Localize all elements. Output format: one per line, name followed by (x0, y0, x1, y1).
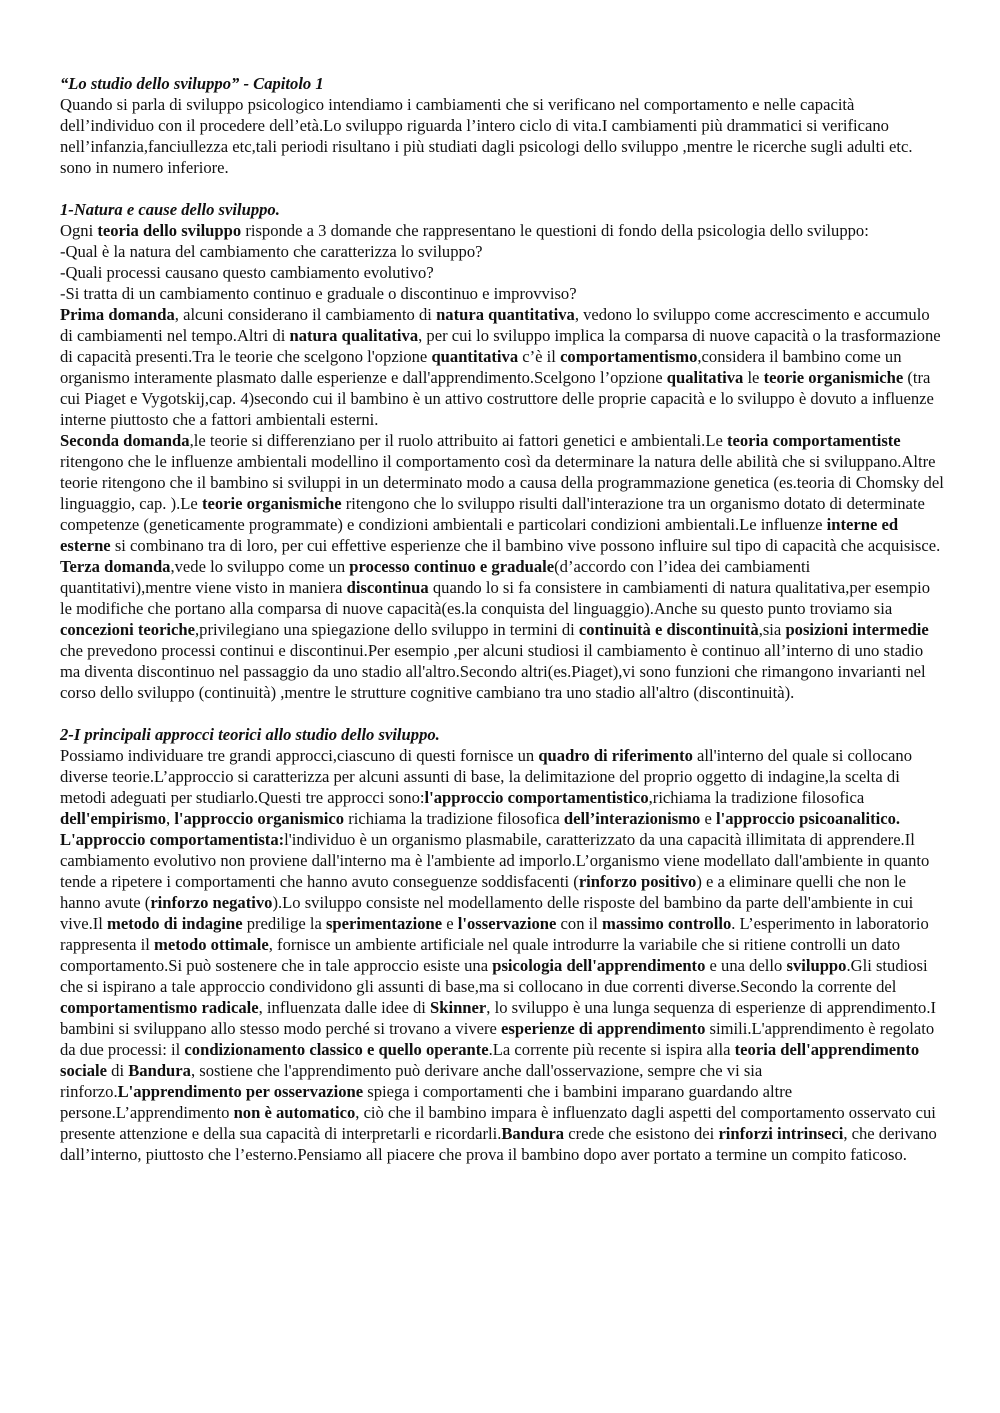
bold-term: quadro di riferimento (538, 746, 693, 765)
bold-term: teoria dello sviluppo (97, 221, 242, 240)
bold-term: psicologia dell'apprendimento (492, 956, 706, 975)
bold-term: sperimentazione (325, 914, 443, 933)
bold-term: sviluppo (786, 956, 847, 975)
bold-term: qualitativa (666, 368, 744, 387)
bold-term: discontinua (346, 578, 429, 597)
bold-term: Bandura (128, 1061, 191, 1080)
bold-term: quantitativa (431, 347, 519, 366)
bold-term: l'approccio comportamentistico (424, 788, 649, 807)
section-1-heading: 1-Natura e cause dello sviluppo. (60, 200, 280, 219)
bold-term: comportamentismo (560, 347, 698, 366)
document-title: “Lo studio dello sviluppo” - Capitolo 1 (60, 74, 324, 93)
bold-term: l'osservazione (457, 914, 557, 933)
bold-term: teoria dell'apprendimento sociale (60, 1040, 920, 1080)
behaviorist-approach-paragraph: L'approccio comportamentista:l'individuo è un organismo plasmabile, caratterizzato da una capacità illimitata di apprendere.Il cambiamento evolutivo non proviene dall'interno ma è l'ambiente ad imporlo.L’organismo viene modellato dall'ambiente in quanto tende a ripetere i comportamenti che hanno avuto conseguenze soddisfacenti (rinforzo positivo) e a eliminare quelli che non le hanno avute (rinforzo negativo).Lo sviluppo consiste nel modellamento delle risposte del bambino da parte dell'ambiente in cui vive.Il metodo di indagine predilige la sperimentazione e l'osservazione con il massimo controllo. L’esperimento in laboratorio rappresenta il metodo ottimale, fornisce un ambiente artificiale nel quale introdurre la variabile che si ritiene controlli un dato comportamento.Si può sostenere che in tale approccio esiste una psicologia dell'apprendimento e una dello sviluppo.Gli studiosi che si ispirano a tale approccio condividono gli assunti di base,ma si collocano in due correnti diverse.Secondo la corrente del comportamentismo radicale, influenzata dalle idee di Skinner, lo sviluppo è una lunga sequenza di esperienze di apprendimento.I bambini si sviluppano allo stesso modo perché si trovano a vivere esperienze di apprendimento simili.L'apprendimento è regolato da due processi: il condizionamento classico e quello operante.La corrente più recente si ispira alla teoria dell'apprendimento sociale di Bandura, sostiene che l'apprendimento può derivare anche dall'osservazione, sempre che vi sia rinforzo.L'apprendimento per osservazione spiega i comportamenti che i bambini imparano guardando altre persone.L’apprendimento non è automatico, ciò che il bambino impara è influenzato dagli aspetti del comportamento osservato cui presente attenzione e della sua capacità di interpretarli e ricordarli.Bandura crede che esistono dei rinforzi intrinseci, che derivano dall’interno, piuttosto che l’esterno.Pensiamo all piacere che prova il bambino dopo aver portato a termine un compito faticoso. (60, 830, 937, 1164)
bold-term: l'approccio psicoanalitico. (715, 809, 901, 828)
bold-term: metodo di indagine (107, 914, 243, 933)
spacer (60, 178, 945, 199)
question-2: -Quali processi causano questo cambiamento evolutivo? (60, 263, 434, 282)
bold-term: concezioni teoriche (60, 620, 196, 639)
bold-term: teorie organismiche (201, 494, 342, 513)
bold-term: rinforzi intrinseci (718, 1124, 844, 1143)
bold-term: L'approccio comportamentista: (60, 830, 285, 849)
bold-term: interne ed esterne (60, 515, 899, 555)
bold-term: natura quantitativa (436, 305, 575, 324)
bold-term: Seconda domanda (60, 431, 190, 450)
bold-term: Bandura (501, 1124, 565, 1143)
bold-term: continuità e discontinuità (578, 620, 759, 639)
section-2-paragraph-1: Possiamo individuare tre grandi approcci,ciascuno di questi fornisce un quadro di riferimento all'interno del quale si collocano diverse teorie.L’approccio si caratterizza per alcuni assunti di base, la delimitazione del proprio oggetto di indagine,la scelta di metodi adeguati per studiarlo.Questi tre approcci sono:l'approccio comportamentistico,richiama la tradizione filosofica dell'empirismo, l'approccio organismico richiama la tradizione filosofica dell’interazionismo e l'approccio psicoanalitico. (60, 746, 912, 828)
bold-term: comportamentismo radicale (60, 998, 259, 1017)
bold-term: l'approccio organismico (174, 809, 345, 828)
bold-term: posizioni intermedie (785, 620, 929, 639)
bold-term: rinforzo negativo (150, 893, 273, 912)
bold-term: Terza domanda (60, 557, 171, 576)
bold-term: esperienze di apprendimento (501, 1019, 706, 1038)
bold-term: natura qualitativa (289, 326, 419, 345)
spacer (60, 703, 945, 724)
bold-term: teoria comportamentiste (726, 431, 901, 450)
question-1: -Qual è la natura del cambiamento che caratterizza lo sviluppo? (60, 242, 483, 261)
first-question-paragraph: Prima domanda, alcuni considerano il cambiamento di natura quantitativa, vedono lo sviluppo come accrescimento e accumulo di cambiamenti nel tempo.Altri di natura qualitativa, per cui lo sviluppo implica la comparsa di nuove capacità o la trasformazione di capacità presenti.Tra le teorie che scelgono l'opzione quantitativa c’è il comportamentismo,considera il bambino come un organismo interamente plasmato dalle esperienze e dall'apprendimento.Scelgono l’opzione qualitativa le teorie organismiche (tra cui Piaget e Vygotskij,cap. 4)secondo cui il bambino è un attivo costruttore delle proprie capacità e lo sviluppo è dovuto a influenze interne piuttosto che a fattori ambientali esterni. (60, 305, 941, 429)
third-question-paragraph: Terza domanda,vede lo sviluppo come un processo continuo e graduale(d’accordo con l’idea dei cambiamenti quantitativi),mentre viene visto in maniera discontinua quando lo si fa consistere in cambiamenti di natura qualitativa,per esempio le modifiche che portano alla comparsa di nuove capacità(es.la conquista del linguaggio).Anche su questo punto troviamo sia concezioni teoriche,privilegiano una spiegazione dello sviluppo in termini di continuità e discontinuità,sia posizioni intermedie che prevedono processi continui e discontinui.Per esempio ,per alcuni studiosi il cambiamento è continuo all’interno di uno stadio ma diventa discontinuo nel passaggio da uno stadio all'altro.Secondo altri(es.Piaget),vi sono funzioni che rimangono invarianti nel corso dello sviluppo (continuità) ,mentre le strutture cognitive cambiano tra uno stadio all'altro (discontinuità). (60, 557, 931, 702)
bold-term: massimo controllo (602, 914, 732, 933)
section-2-heading: 2-I principali approcci teorici allo studio dello sviluppo. (60, 725, 440, 744)
bold-term: L'apprendimento per osservazione (117, 1082, 364, 1101)
document-page (60, 73, 945, 1165)
second-question-paragraph: Seconda domanda,le teorie si differenziano per il ruolo attribuito ai fattori genetici e ambientali.Le teoria comportamentiste ritengono che le influenze ambientali modellino il comportamento così da determinare la natura delle abilità che si sviluppano.Altre teorie ritengono che il bambino si sviluppi in un determinato modo a causa della programmazione genetica (es.teoria di Chomsky del linguaggio, cap. ).Le teorie organismiche ritengono che lo sviluppo risulti dall'interazione tra un organismo dotato di determinate competenze (geneticamente programmate) e condizioni ambientali e particolari condizioni ambientali.Le influenze interne ed esterne si combinano tra di loro, per cui effettive esperienze che il bambino vive possono influire sul tipo di capacità che acquisisce. (60, 431, 944, 555)
question-3: -Si tratta di un cambiamento continuo e graduale o discontinuo e improvviso? (60, 284, 577, 303)
section-1-paragraph-1: Ogni teoria dello sviluppo risponde a 3 domande che rappresentano le questioni di fondo della psicologia dello sviluppo: (60, 221, 869, 240)
bold-term: rinforzo positivo (578, 872, 697, 891)
bold-term: metodo ottimale (154, 935, 269, 954)
bold-term: teorie organismiche (763, 368, 904, 387)
bold-term: dell'empirismo (60, 809, 167, 828)
bold-term: Prima domanda (60, 305, 175, 324)
bold-term: Skinner (430, 998, 487, 1017)
bold-term: non è automatico (233, 1103, 356, 1122)
bold-term: processo continuo e graduale (349, 557, 555, 576)
bold-term: dell’interazionismo (563, 809, 701, 828)
bold-term: condizionamento classico e quello operante (184, 1040, 489, 1059)
intro-paragraph: Quando si parla di sviluppo psicologico intendiamo i cambiamenti che si verificano nel comportamento e nelle capacità dell’individuo con il procedere dell’età.Lo sviluppo riguarda l’intero ciclo di vita.I cambiamenti più drammatici si verificano nell’infanzia,fanciullezza etc,tali periodi risultano i più studiati dagli psicologi dello sviluppo ,mentre le ricerche sugli adulti etc. sono in numero inferiore. (60, 95, 913, 177)
